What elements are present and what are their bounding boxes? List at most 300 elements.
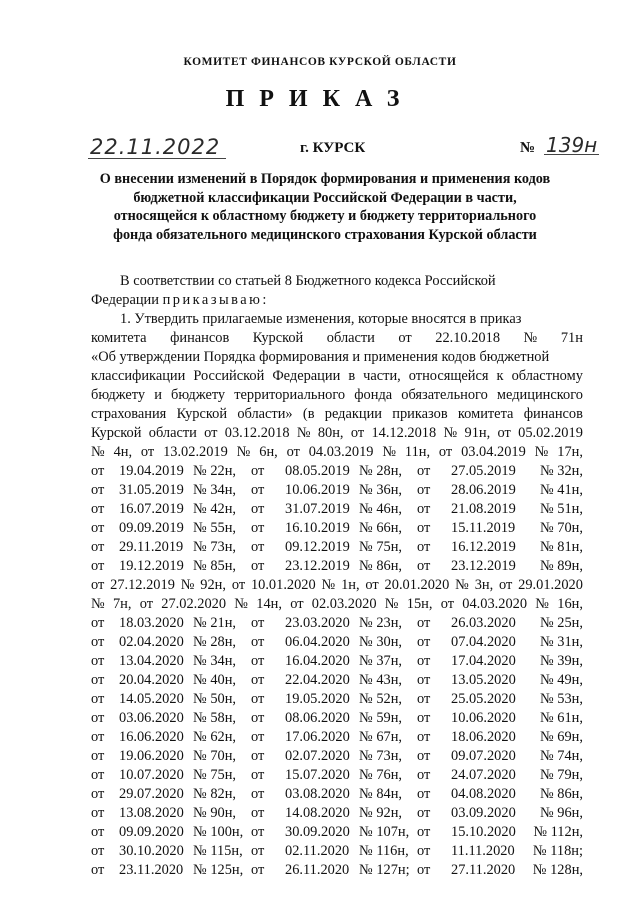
handwritten-date: 22.11.2022 xyxy=(90,135,221,159)
order-number: № 90н, xyxy=(193,805,237,821)
word: к xyxy=(496,368,504,384)
word: 7н, xyxy=(112,596,132,612)
word: № xyxy=(535,596,550,612)
order-number: № 43н, xyxy=(359,672,403,688)
word: комитета xyxy=(91,330,147,346)
order-date: 16.10.2019 xyxy=(285,520,350,536)
word: от xyxy=(398,330,412,346)
from-label: от xyxy=(417,691,431,707)
word: № xyxy=(321,577,336,593)
city-label: г. КУРСК xyxy=(300,140,366,156)
order-number: № 125н, xyxy=(193,862,244,878)
amendment-row xyxy=(91,481,583,500)
order-date: 30.10.2020 xyxy=(119,843,184,859)
word: 27.02.2020 xyxy=(161,596,227,612)
order-number: № 73н, xyxy=(193,539,237,555)
order-date: 10.07.2020 xyxy=(119,767,184,783)
order-date: 18.03.2020 xyxy=(119,615,184,631)
from-label: от xyxy=(251,672,265,688)
order-date: 14.05.2020 xyxy=(119,691,184,707)
word: 20.01.2020 xyxy=(384,577,450,593)
from-label: от xyxy=(417,843,431,859)
from-label: от xyxy=(91,710,105,726)
word: 17н, xyxy=(557,444,583,460)
order-number: № 96н, xyxy=(539,805,583,821)
order-date: 19.04.2019 xyxy=(119,463,184,479)
order-date: 17.06.2020 xyxy=(285,729,350,745)
order-date: 26.11.2020 xyxy=(285,862,350,878)
from-label: от xyxy=(251,729,265,745)
order-date: 02.04.2020 xyxy=(119,634,184,650)
order-number: № 107н, xyxy=(359,824,410,840)
word: области xyxy=(326,330,375,346)
order-date: 08.06.2020 xyxy=(285,710,350,726)
order-date: 08.05.2019 xyxy=(285,463,350,479)
word: комитета xyxy=(457,406,514,422)
from-label: от xyxy=(417,672,431,688)
from-label: от xyxy=(91,501,105,517)
from-label: от xyxy=(417,824,431,840)
order-date: 17.04.2020 xyxy=(451,653,516,669)
order-date: 03.09.2020 xyxy=(451,805,516,821)
amendment-row xyxy=(91,690,583,709)
amendment-row xyxy=(91,671,583,690)
word: № xyxy=(91,596,105,612)
from-label: от xyxy=(251,691,265,707)
document-title: ПРИКАЗ xyxy=(225,86,415,112)
word: 29.01.2020 xyxy=(518,577,583,593)
order-number: № 73н, xyxy=(359,748,403,764)
amendment-row xyxy=(91,823,583,842)
amendment-row xyxy=(91,842,583,861)
order-number: № 50н, xyxy=(193,691,237,707)
order-number: № 70н, xyxy=(539,520,583,536)
order-number: № 127н; xyxy=(359,862,410,878)
word: приказов xyxy=(392,406,448,422)
from-label: от xyxy=(91,482,105,498)
from-label: от xyxy=(91,691,105,707)
from-label: от xyxy=(91,729,105,745)
from-label: от xyxy=(91,805,105,821)
order-date: 23.12.2019 xyxy=(451,558,516,574)
word: 11н, xyxy=(404,444,431,460)
order-number: № 86н, xyxy=(359,558,403,574)
word: 03.12.2018 xyxy=(224,425,290,441)
order-date: 23.12.2019 xyxy=(285,558,350,574)
amendment-row xyxy=(91,728,583,747)
order-number: № 31н, xyxy=(539,634,583,650)
order-number: № 46н, xyxy=(359,501,403,517)
from-label: от xyxy=(251,653,265,669)
word: от xyxy=(290,596,304,612)
from-label: от xyxy=(91,748,105,764)
order-number: № 112н, xyxy=(533,824,583,840)
order-date: 26.03.2020 xyxy=(451,615,516,631)
order-number: № 49н, xyxy=(539,672,583,688)
word: фонда xyxy=(354,387,393,403)
from-label: от xyxy=(91,520,105,536)
body-line xyxy=(91,576,583,595)
order-date: 31.07.2019 xyxy=(285,501,350,517)
order-date: 03.08.2020 xyxy=(285,786,350,802)
body-line xyxy=(91,443,583,462)
word: от xyxy=(91,577,105,593)
word: 27.12.2019 xyxy=(110,577,175,593)
from-label: от xyxy=(417,653,431,669)
order-date: 22.04.2020 xyxy=(285,672,350,688)
order-date: 07.04.2020 xyxy=(451,634,516,650)
from-label: от xyxy=(417,862,431,878)
from-label: от xyxy=(251,710,265,726)
order-number: № 34н, xyxy=(193,653,237,669)
order-number: № 81н, xyxy=(539,539,583,555)
word: классификации xyxy=(91,368,186,384)
word: областному xyxy=(511,368,583,384)
order-number: № 21н, xyxy=(193,615,237,631)
from-label: от xyxy=(417,539,431,555)
word: 71н xyxy=(560,330,583,346)
order-number: № 53н, xyxy=(539,691,583,707)
amendment-row xyxy=(91,500,583,519)
order-date: 19.12.2019 xyxy=(119,558,184,574)
from-label: от xyxy=(417,634,431,650)
word: № xyxy=(91,444,105,460)
word: № xyxy=(180,577,195,593)
from-label: от xyxy=(91,653,105,669)
order-number: № 82н, xyxy=(193,786,237,802)
order-number: № 30н, xyxy=(359,634,403,650)
word: 16н, xyxy=(557,596,583,612)
from-label: от xyxy=(91,615,105,631)
order-number: № 41н, xyxy=(539,482,583,498)
from-label: от xyxy=(251,539,265,555)
word: № xyxy=(443,425,458,441)
order-number: № 34н, xyxy=(193,482,237,498)
order-number: № 32н, xyxy=(539,463,583,479)
from-label: от xyxy=(251,520,265,536)
from-label: от xyxy=(251,615,265,631)
body-line xyxy=(91,595,583,614)
order-date: 31.05.2019 xyxy=(119,482,184,498)
order-date: 16.06.2020 xyxy=(119,729,184,745)
word: 80н, xyxy=(317,425,344,441)
order-date: 11.11.2020 xyxy=(451,843,515,859)
word: редакции xyxy=(324,406,382,422)
amendment-row xyxy=(91,804,583,823)
order-number: № 86н, xyxy=(539,786,583,802)
amendments-list-b xyxy=(91,614,583,880)
from-label: от xyxy=(417,767,431,783)
word: 91н, xyxy=(464,425,491,441)
word: № xyxy=(234,596,249,612)
body-text: : xyxy=(262,292,267,308)
amendment-row xyxy=(91,709,583,728)
amendment-row xyxy=(91,519,583,538)
word: Курской xyxy=(252,330,304,346)
order-date: 29.07.2020 xyxy=(119,786,184,802)
word: в xyxy=(348,368,356,384)
body-line xyxy=(91,329,583,348)
order-number: № 115н, xyxy=(193,843,243,859)
amendment-row xyxy=(91,462,583,481)
order-date: 23.11.2020 xyxy=(119,862,184,878)
order-number: № 100н, xyxy=(193,824,244,840)
word: обязательного xyxy=(401,387,488,403)
order-date: 21.08.2019 xyxy=(451,501,516,517)
word: Курской xyxy=(176,406,228,422)
from-label: от xyxy=(417,520,431,536)
order-keyword: приказываю xyxy=(162,292,263,308)
order-date: 28.06.2019 xyxy=(451,482,516,498)
order-number: № 39н, xyxy=(539,653,583,669)
order-number: № 36н, xyxy=(359,482,403,498)
order-number: № 128н, xyxy=(532,862,583,878)
word: финансов xyxy=(170,330,230,346)
order-date: 15.07.2020 xyxy=(285,767,350,783)
order-date: 10.06.2020 xyxy=(451,710,516,726)
order-number: № 75н, xyxy=(193,767,237,783)
order-date: 15.10.2020 xyxy=(451,824,516,840)
order-date: 03.06.2020 xyxy=(119,710,184,726)
from-label: от xyxy=(91,767,105,783)
word: от xyxy=(350,425,365,441)
from-label: от xyxy=(417,482,431,498)
word: от xyxy=(499,577,513,593)
word: 03.04.2019 xyxy=(461,444,526,460)
word: от xyxy=(204,425,218,441)
from-label: от xyxy=(417,786,431,802)
word: области xyxy=(148,425,197,441)
word: бюджету xyxy=(91,387,146,403)
order-date: 25.05.2020 xyxy=(451,691,516,707)
from-label: от xyxy=(91,862,105,878)
word: страхования xyxy=(91,406,167,422)
from-label: от xyxy=(417,501,431,517)
body-line: В соответствии со статьей 8 Бюджетного кодекса Российской xyxy=(120,273,496,289)
order-date: 02.07.2020 xyxy=(285,748,350,764)
from-label: от xyxy=(91,843,105,859)
word: 6н, xyxy=(259,444,278,460)
word: 92н, xyxy=(200,577,226,593)
order-number: № 79н, xyxy=(539,767,583,783)
order-date: 23.03.2020 xyxy=(285,615,350,631)
order-date: 19.06.2020 xyxy=(119,748,184,764)
order-number: № 66н, xyxy=(359,520,403,536)
from-label: от xyxy=(251,824,265,840)
amendment-row xyxy=(91,633,583,652)
from-label: от xyxy=(91,824,105,840)
word: и xyxy=(154,387,162,403)
order-date: 13.05.2020 xyxy=(451,672,516,688)
order-date: 06.04.2020 xyxy=(285,634,350,650)
order-date: 02.11.2020 xyxy=(285,843,350,859)
order-date: 13.08.2020 xyxy=(119,805,184,821)
from-label: от xyxy=(417,729,431,745)
body-line xyxy=(91,424,583,443)
word: части, xyxy=(363,368,401,384)
order-date: 27.11.2020 xyxy=(451,862,516,878)
order-date: 13.04.2020 xyxy=(119,653,184,669)
order-date: 16.07.2019 xyxy=(119,501,184,517)
from-label: от xyxy=(91,463,105,479)
order-number: № 74н, xyxy=(539,748,583,764)
word: от xyxy=(140,444,155,460)
order-number-label: № xyxy=(520,140,536,156)
order-number: № 51н, xyxy=(539,501,583,517)
from-label: от xyxy=(91,786,105,802)
from-label: от xyxy=(417,805,431,821)
from-label: от xyxy=(251,805,265,821)
order-date: 09.09.2019 xyxy=(119,520,184,536)
paragraph-1 xyxy=(91,310,583,462)
order-number: № 55н, xyxy=(193,520,237,536)
word: 3н, xyxy=(474,577,494,593)
order-number: № 75н, xyxy=(359,539,403,555)
order-date: 19.05.2020 xyxy=(285,691,350,707)
amendment-row xyxy=(91,652,583,671)
from-label: от xyxy=(417,615,431,631)
word: Федерации xyxy=(272,368,341,384)
word: финансов xyxy=(523,406,583,422)
order-number: № 40н, xyxy=(193,672,237,688)
order-date: 09.12.2019 xyxy=(285,539,350,555)
body-line xyxy=(91,367,583,386)
word: 15н, xyxy=(406,596,433,612)
order-date: 30.09.2020 xyxy=(285,824,350,840)
order-date: 09.07.2020 xyxy=(451,748,516,764)
from-label: от xyxy=(251,482,265,498)
word: № xyxy=(236,444,251,460)
from-label: от xyxy=(251,862,265,878)
from-label: от xyxy=(251,843,265,859)
body-line xyxy=(91,405,583,424)
word: от xyxy=(139,596,154,612)
word: от xyxy=(365,577,379,593)
word: от xyxy=(231,577,246,593)
order-number: № 70н, xyxy=(193,748,237,764)
word: 13.02.2019 xyxy=(163,444,228,460)
from-label: от xyxy=(251,748,265,764)
order-date: 16.04.2020 xyxy=(285,653,350,669)
word: № xyxy=(455,577,469,593)
order-date: 20.04.2020 xyxy=(119,672,184,688)
order-date: 18.06.2020 xyxy=(451,729,516,745)
from-label: от xyxy=(91,539,105,555)
order-number: № 22н, xyxy=(193,463,237,479)
order-number: № 118н; xyxy=(532,843,583,859)
word: 22.10.2018 xyxy=(435,330,501,346)
word: территориального xyxy=(234,387,346,403)
order-number: № 28н, xyxy=(359,463,403,479)
amendment-row xyxy=(91,538,583,557)
word: от xyxy=(440,596,455,612)
word: 04.03.2019 xyxy=(308,444,374,460)
from-label: от xyxy=(251,463,265,479)
order-date: 10.06.2019 xyxy=(285,482,350,498)
order-number: № 52н, xyxy=(359,691,403,707)
word: относящейся xyxy=(408,368,489,384)
amendments-list-a xyxy=(91,462,583,576)
from-label: от xyxy=(251,767,265,783)
body-line: 1. Утвердить прилагаемые изменения, которые вносятся в приказ xyxy=(120,311,522,327)
organization-name: КОМИТЕТ ФИНАНСОВ КУРСКОЙ ОБЛАСТИ xyxy=(183,56,457,68)
order-number: № 116н, xyxy=(359,843,409,859)
order-date: 16.12.2019 xyxy=(451,539,516,555)
subject-line: бюджетной классификации Российской Федерации в части, xyxy=(133,189,517,206)
body-line xyxy=(91,386,583,405)
word: от xyxy=(497,425,511,441)
handwritten-order-number: 139н xyxy=(546,133,598,157)
order-date: 04.08.2020 xyxy=(451,786,516,802)
order-number: № 62н, xyxy=(193,729,237,745)
word: № xyxy=(382,444,397,460)
amendment-row xyxy=(91,785,583,804)
word: 04.03.2020 xyxy=(462,596,528,612)
order-number: № 89н, xyxy=(539,558,583,574)
order-number: № 58н, xyxy=(193,710,237,726)
order-number: № 23н, xyxy=(359,615,403,631)
word: (в xyxy=(302,406,315,422)
order-number: № 61н, xyxy=(539,710,583,726)
body-text: Федерации xyxy=(91,292,163,308)
word: от xyxy=(438,444,453,460)
order-date: 29.11.2019 xyxy=(119,539,184,555)
word: 05.02.2019 xyxy=(518,425,583,441)
word: 4н, xyxy=(113,444,133,460)
order-body xyxy=(91,272,583,880)
word: 02.03.2020 xyxy=(311,596,377,612)
word: 14н, xyxy=(256,596,282,612)
word: 10.01.2020 xyxy=(250,577,316,593)
word: Российской xyxy=(193,368,265,384)
word: № xyxy=(534,444,549,460)
from-label: от xyxy=(417,558,431,574)
amendment-row xyxy=(91,747,583,766)
order-date: 27.05.2019 xyxy=(451,463,516,479)
word: 1н, xyxy=(341,577,360,593)
from-label: от xyxy=(251,786,265,802)
order-date: 24.07.2020 xyxy=(451,767,516,783)
order-number: № 37н, xyxy=(359,653,403,669)
word: медицинского xyxy=(496,387,583,403)
order-number: № 28н, xyxy=(193,634,237,650)
word: бюджету xyxy=(171,387,226,403)
order-date: 14.08.2020 xyxy=(285,805,350,821)
from-label: от xyxy=(91,672,105,688)
order-date: 09.09.2020 xyxy=(119,824,184,840)
subject-line: О внесении изменений в Порядок формирования и применения кодов xyxy=(99,171,551,187)
body-line: «Об утверждении Порядка формирования и применения кодов бюджетной xyxy=(91,349,550,365)
word: 14.12.2018 xyxy=(371,425,437,441)
from-label: от xyxy=(91,558,105,574)
order-number: № 92н, xyxy=(359,805,403,821)
order-number: № 76н, xyxy=(359,767,403,783)
from-label: от xyxy=(417,710,431,726)
subject-line: фонда обязательного медицинского страхования Курской области xyxy=(113,226,537,243)
word: от xyxy=(286,444,300,460)
amendment-row xyxy=(91,766,583,785)
order-subject xyxy=(70,170,580,244)
from-label: от xyxy=(417,463,431,479)
amendment-row xyxy=(91,861,583,880)
word: № xyxy=(523,330,538,346)
body-line xyxy=(91,291,583,310)
word: Курской xyxy=(91,425,142,441)
order-number: № 67н, xyxy=(359,729,403,745)
amendment-row xyxy=(91,614,583,633)
order-date: 15.11.2019 xyxy=(451,520,516,536)
word: № xyxy=(296,425,311,441)
